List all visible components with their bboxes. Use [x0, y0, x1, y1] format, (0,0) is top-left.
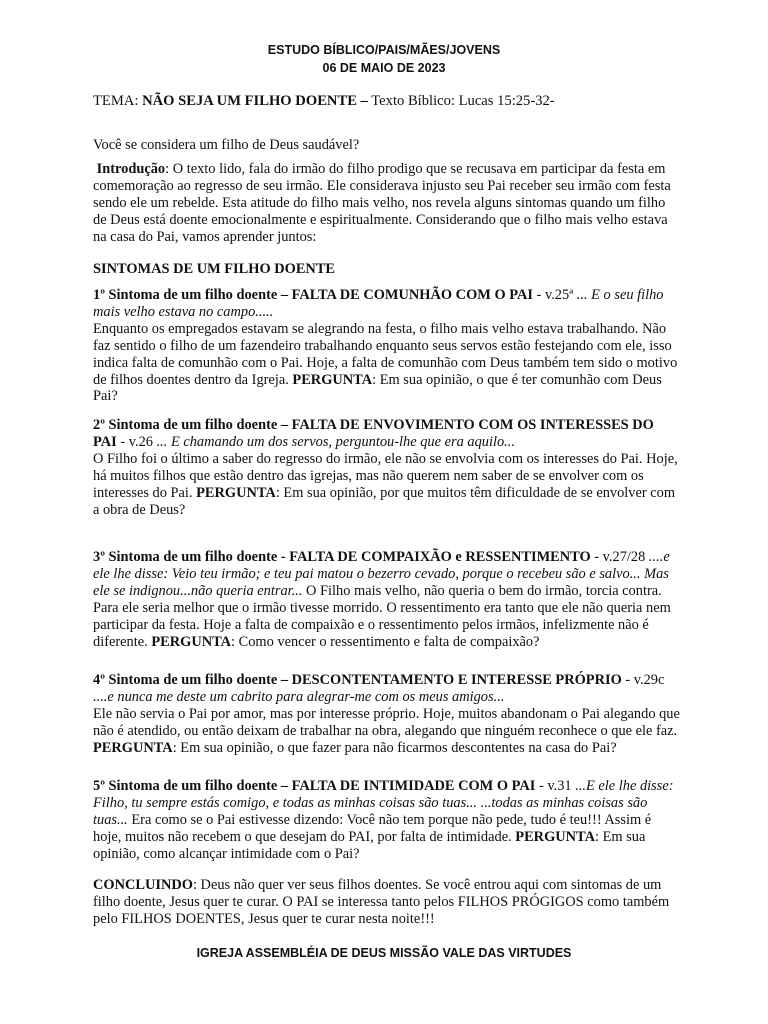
symptom-1-quote: ... E o seu filho mais velho estava no campo..... [93, 287, 664, 320]
introduction-text: : O texto lido, fala do irmão do filho prodigo que se recusava em participar da festa em comemoração ao regresso de seu irmão. Ele considerava injusto seu Pai receber seu irmão com festa sendo ele um rebelde. Esta atitude do filho mais velho, nos revela alguns sintomas quando um filho de Deus está doente emocionalmente e espiritualmente. Considerando que o filho mais velho estava na casa do Pai, vamos aprender juntos: [93, 161, 671, 245]
symptom-4-quote: ....e nunca me deste um cabrito para alegrar-me com os meus amigos... [93, 688, 505, 705]
introduction [93, 161, 681, 246]
conclusion [93, 877, 681, 928]
symptom-4 [93, 672, 681, 757]
theme-prefix: TEMA: [93, 93, 143, 109]
symptom-1-text: Enquanto os empregados estavam se alegrando na festa, o filho mais velho estava trabalhando. Não faz sentido o filho de um fazendeiro trabalhando enquanto seus servos estão festejando com ele, isso indica falta de comunhão com o Pai. Hoje, a falta de comunhão com Deus também tem sido o motivo de filhos doentes dentro da Igreja. [93, 320, 678, 388]
conclusion-label: CONCLUINDO [93, 877, 193, 893]
symptom-2-text: O Filho foi o último a saber do regresso do irmão, ele não se envolvia com os interesses do Pai. Hoje, há muitos filhos que estão dentro das igrejas, mas não querem nem saber de se envolver com os interesses do Pai. [93, 450, 678, 501]
symptom-3-question: : Como vencer o ressentimento e falta de compaixão? [231, 633, 540, 650]
symptom-5-pergunta: PERGUNTA [515, 828, 595, 845]
symptom-2-quote: ... E chamando um dos servos, perguntou-lhe que era aquilo... [156, 433, 515, 450]
symptom-2 [93, 417, 681, 518]
symptom-1-question: : Em sua opinião, o que é ter comunhão com Deus Pai? [93, 371, 662, 405]
symptom-1-heading: 1º Sintoma de um filho doente – FALTA DE COMUNHÃO COM O PAI [93, 287, 533, 303]
section-title: SINTOMAS DE UM FILHO DOENTE [93, 261, 336, 277]
document-title: ESTUDO BÍBLICO/PAIS/MÃES/JOVENS [267, 43, 501, 57]
symptom-2-heading: 2º Sintoma de um filho doente – FALTA DE ENVOVIMENTO COM OS INTERESSES DO PAI [93, 417, 654, 450]
document-date: 06 DE MAIO DE 2023 [322, 61, 446, 75]
conclusion-text: : Deus não quer ver seus filhos doentes. Se você entrou aqui com sintomas de um filho doente, Jesus quer te curar. O PAI se interessa tanto pelos FILHOS PRÓGIGOS como também pelo FILHOS DOENTES, Jesus quer te curar nesta noite!!! [93, 877, 670, 927]
symptom-1-ref: - v.25ª [532, 287, 577, 303]
theme-line [93, 93, 693, 110]
symptom-3-heading: 3º Sintoma de um filho doente - FALTA DE COMPAIXÃO e RESSENTIMENTO [93, 549, 591, 565]
symptom-2-ref: - v.26 [116, 433, 157, 450]
symptom-1-pergunta: PERGUNTA [292, 371, 373, 388]
symptom-4-text: Ele não servia o Pai por amor, mas por interesse próprio. Hoje, muitos abandonam o Pai alegando que não é atendido, ou então deixam de trabalhar na obra, alegando que ninguém reconhece o que ele faz. [93, 705, 680, 739]
symptom-3-pergunta: PERGUNTA [151, 633, 232, 650]
symptom-5-question: : Em sua opinião, como alcançar intimidade com o Pai? [93, 828, 646, 862]
symptom-2-question: : Em sua opinião, por que muitos têm dificuldade de se envolver com a obra de Deus? [93, 484, 676, 518]
symptom-4-pergunta: PERGUNTA [93, 739, 173, 756]
symptom-5-heading: 5º Sintoma de um filho doente – FALTA DE INTIMIDADE COM O PAI [93, 778, 536, 794]
symptom-4-question: : Em sua opinião, o que fazer para não ficarmos descontentes na casa do Pai? [172, 739, 617, 756]
footer-church-name: IGREJA ASSEMBLÉIA DE DEUS MISSÃO VALE DAS VIRTUDES [196, 946, 572, 960]
opening-question: Você se considera um filho de Deus saudável? [93, 137, 360, 153]
symptom-3-text: O Filho mais velho, não queria o bem do irmão, torcia contra. Para ele seria melhor que o irmão tivesse morrido. O ressentimento era tanto que ele não queria nem participar da festa. Hoje a falta de compaixão e o ressentimento pelos irmãos, infelizmente não é diferente. [93, 582, 671, 650]
symptom-5-ref: - v.31 [535, 778, 576, 794]
theme-title: NÃO SEJA UM FILHO DOENTE – [142, 93, 368, 109]
symptom-5-text: Era como se o Pai estivesse dizendo: Você não tem porque não pede, tudo é teu!!! Assim é hoje, muitos não recebem o que desejam do PAI, por falta de intimidade. [93, 811, 652, 845]
symptom-4-heading: 4º Sintoma de um filho doente – DESCONTENTAMENTO E INTERESSE PRÓPRIO [93, 672, 622, 688]
symptom-3-quote: ....e ele lhe disse: Veio teu irmão; e teu pai matou o bezerro cevado, porque o recebeu são e salvo... Mas ele se indignou...não queria entrar... [93, 549, 670, 599]
symptom-3 [93, 549, 681, 650]
symptom-1 [93, 287, 681, 405]
symptom-5-quote: ...E ele lhe disse: Filho, tu sempre estás comigo, e todas as minhas coisas são tuas... ...todas as minhas coisas são tuas... [93, 778, 674, 828]
introduction-label: Introdução [96, 161, 166, 177]
theme-reference: Texto Bíblico: Lucas 15:25-32- [367, 93, 555, 109]
symptom-4-ref: - v.29c [621, 672, 665, 688]
symptom-3-ref: - v.27/28 [590, 549, 649, 565]
symptom-5 [93, 778, 681, 863]
symptom-2-pergunta: PERGUNTA [196, 484, 276, 501]
